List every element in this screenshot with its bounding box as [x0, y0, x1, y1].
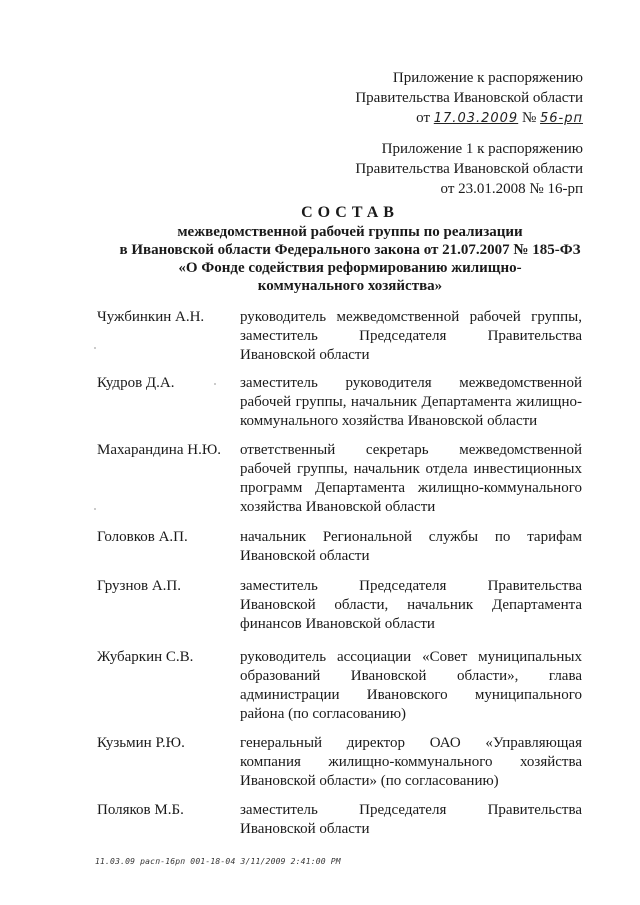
member-role: руководитель ассоциации «Совет муниципальных образований Ивановской области», глава администрации Ивановского муниципального района (по согласованию): [240, 649, 582, 722]
appendix2-line-2: Правительства Ивановской области: [355, 161, 583, 177]
appendix-header-2: [355, 139, 583, 199]
appendix2-line-1: Приложение 1 к распоряжению: [381, 141, 583, 157]
member-role: заместитель Председателя Правительства Ивановской области: [240, 802, 582, 837]
number-prefix: №: [521, 110, 537, 126]
member-role: генеральный директор ОАО «Управляющая компания жилищно-коммунального хозяйства Ивановской области» (по согласованию): [240, 735, 582, 789]
handwritten-date: 17.03.2009: [433, 111, 519, 126]
scan-speck: [214, 383, 216, 385]
member-role: начальник Региональной службы по тарифам Ивановской области: [240, 529, 582, 564]
member-role: руководитель межведомственной рабочей группы, заместитель Председателя Правительства Ивановской области: [240, 309, 582, 363]
appendix-date-line: [355, 108, 583, 129]
title-line-3: «О Фонде содействия реформированию жилищно-: [178, 260, 522, 276]
appendix-line-1: Приложение к распоряжению: [392, 70, 583, 86]
member-name: Махарандина Н.Ю.: [97, 442, 221, 458]
appendix-header: [355, 68, 583, 129]
member-name: Кузьмин Р.Ю.: [97, 735, 185, 751]
document-title: [100, 203, 600, 295]
title-line-2: в Ивановской области Федерального закона от 21.07.2007 № 185-ФЗ: [119, 242, 581, 258]
member-name: Чужбинкин А.Н.: [97, 309, 205, 325]
handwritten-number: 56-рп: [540, 111, 583, 126]
appendix2-line-3: от 23.01.2008 № 16-рп: [440, 181, 583, 197]
member-name: Поляков М.Б.: [97, 802, 184, 818]
title-word: СОСТАВ: [301, 204, 399, 221]
member-role: заместитель Председателя Правительства Ивановской области, начальник Департамента финансов Ивановской области: [240, 578, 582, 632]
member-name: Головков А.П.: [97, 529, 188, 545]
member-name: Жубаркин С.В.: [97, 649, 194, 665]
scan-speck: [94, 347, 96, 349]
member-name: Кудров Д.А.: [97, 375, 175, 391]
member-name: Грузнов А.П.: [97, 578, 181, 594]
title-line-1: межведомственной рабочей группы по реализации: [177, 224, 523, 240]
title-line-4: коммунального хозяйства»: [257, 278, 443, 294]
footer-stamp: 11.03.09 расп-16рп 001-18-04 3/11/2009 2:41:00 PM: [95, 857, 341, 866]
date-prefix: от: [416, 110, 431, 126]
scan-speck: [94, 508, 96, 510]
member-role: заместитель руководителя межведомственной рабочей группы, начальник Департамента жилищно-коммунального хозяйства Ивановской области: [240, 375, 582, 429]
appendix-line-2: Правительства Ивановской области: [355, 90, 583, 106]
member-role: ответственный секретарь межведомственной рабочей группы, начальник отдела инвестиционных программ Департамента жилищно-коммунального хозяйства Ивановской области: [240, 442, 582, 515]
